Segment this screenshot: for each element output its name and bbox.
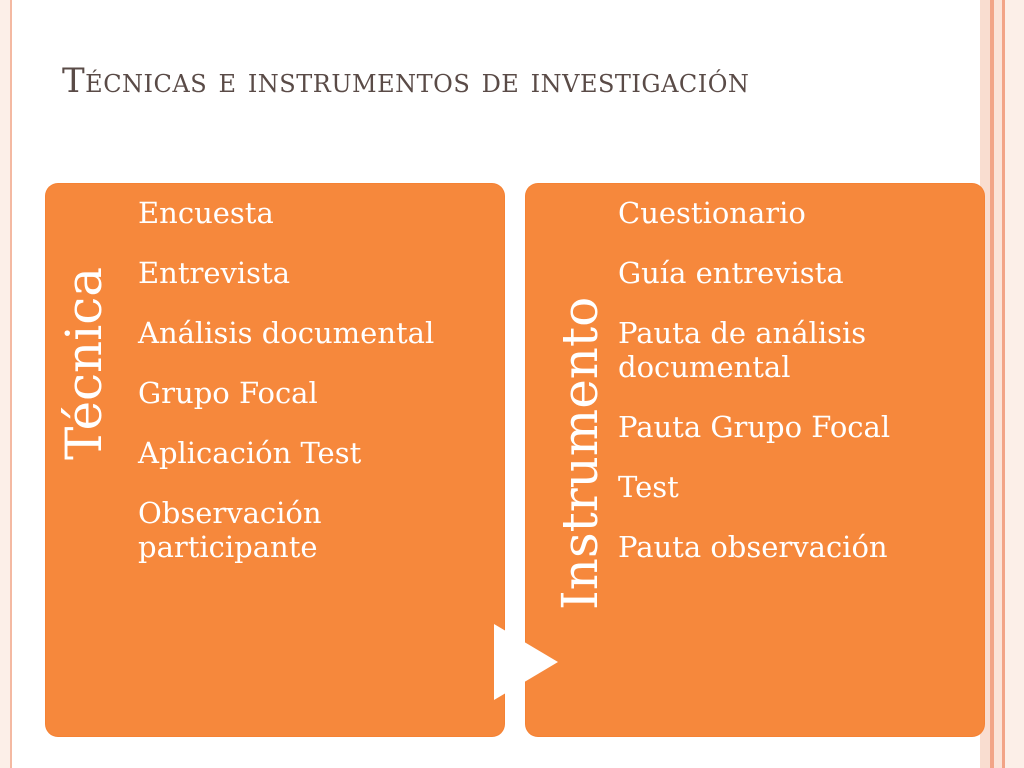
technique-item: Observación participante bbox=[138, 496, 322, 564]
instrument-item: Cuestionario bbox=[618, 196, 806, 230]
instrument-item: Test bbox=[618, 470, 679, 504]
technique-item: Análisis documental bbox=[138, 316, 435, 350]
instrument-item: Pauta de análisis documental bbox=[618, 316, 867, 384]
technique-list bbox=[138, 196, 478, 590]
technique-item: Entrevista bbox=[138, 256, 291, 290]
right-arrow-icon bbox=[494, 624, 558, 700]
instrument-list bbox=[618, 196, 958, 590]
instrument-item: Guía entrevista bbox=[618, 256, 844, 290]
right-border-stripe bbox=[994, 0, 1002, 768]
right-border-stripe bbox=[1005, 0, 1024, 768]
technique-heading: Técnica bbox=[55, 266, 113, 460]
instrument-item: Pauta Grupo Focal bbox=[618, 410, 891, 444]
technique-item: Aplicación Test bbox=[138, 436, 362, 470]
slide-title: Técnicas e instrumentos de investigación bbox=[62, 61, 750, 101]
technique-item: Grupo Focal bbox=[138, 376, 318, 410]
instrument-heading: Instrumento bbox=[551, 296, 609, 610]
technique-item: Encuesta bbox=[138, 196, 274, 230]
instrument-item: Pauta observación bbox=[618, 530, 888, 564]
